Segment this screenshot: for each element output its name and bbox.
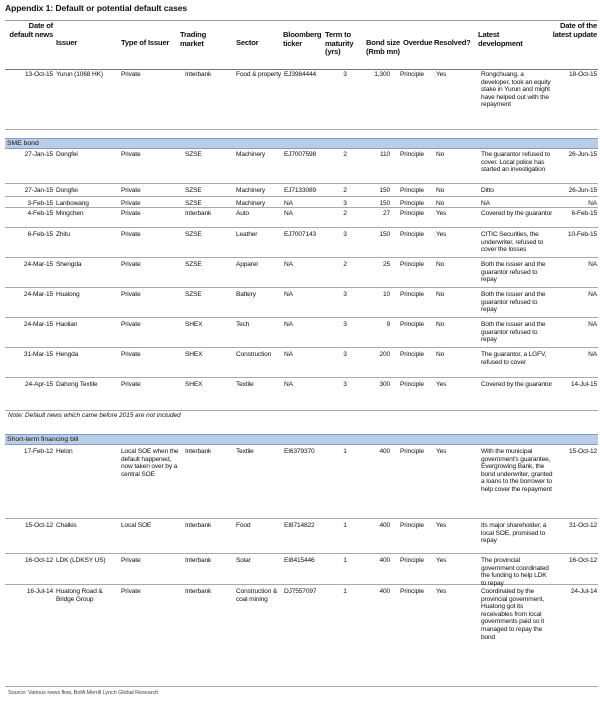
cell-resolved: Yes xyxy=(436,71,447,78)
header-issuer: Issuer xyxy=(56,38,78,47)
cell-update: 15-Oct-12 xyxy=(569,448,597,455)
cell-term: 3 xyxy=(343,291,347,298)
cell-overdue: Principle xyxy=(400,261,424,268)
cell-type: Local SOE when the default happened, now taken over by a central SOE xyxy=(121,448,179,478)
cell-term: 1 xyxy=(343,448,347,455)
cell-overdue: Principle xyxy=(400,187,424,194)
cell-term: 3 xyxy=(343,321,347,328)
cell-sector: Battery xyxy=(236,291,256,298)
cell-update: NA xyxy=(588,291,597,298)
cell-sector: Machinery xyxy=(236,200,266,207)
cell-issuer: Zhitu xyxy=(56,231,70,238)
cell-update: 16-Oct-12 xyxy=(569,557,597,564)
cell-market: Interbank xyxy=(185,210,212,217)
table-row xyxy=(5,379,598,411)
cell-ticker: DJ7557097 xyxy=(284,588,317,595)
cell-term: 1 xyxy=(343,588,347,595)
cell-overdue: Principle xyxy=(400,522,424,529)
cell-type: Private xyxy=(121,381,141,388)
header-overdue: Overdue xyxy=(403,38,433,47)
cell-resolved: No xyxy=(436,151,445,158)
cell-sector: Tech xyxy=(236,321,250,328)
cell-market: SZSE xyxy=(185,151,202,158)
cell-term: 1 xyxy=(343,522,347,529)
cell-term: 2 xyxy=(343,261,347,268)
cell-issuer: Dahong Textile xyxy=(56,381,98,388)
cell-issuer: Lanbowang xyxy=(56,200,89,207)
header-bloomberg: Bloomberg ticker xyxy=(283,30,322,48)
table-row xyxy=(5,69,598,130)
cell-term: 2 xyxy=(343,187,347,194)
cell-market: SHEX xyxy=(185,381,203,388)
cell-ticker: NA xyxy=(284,261,293,268)
cell-type: Local SOE xyxy=(121,522,152,529)
appendix-title: Appendix 1: Default or potential default cases xyxy=(5,3,188,13)
cell-overdue: Principle xyxy=(400,71,424,78)
cell-date: 27-Jan-15 xyxy=(24,151,53,158)
cell-development: NA xyxy=(481,200,490,207)
cell-date: 16-Jul-14 xyxy=(26,588,53,595)
cell-resolved: Yes xyxy=(436,588,447,595)
header-market: Trading market xyxy=(180,30,207,48)
cell-size: 150 xyxy=(379,200,390,207)
header-term: Term to maturity (yrs) xyxy=(325,30,354,57)
cell-sector: Apparel xyxy=(236,261,258,268)
cell-development: Both the issuer and the guarantor refused to repay xyxy=(481,291,546,314)
cell-term: 3 xyxy=(343,381,347,388)
cell-size: 150 xyxy=(379,231,390,238)
cell-market: SHEX xyxy=(185,321,203,328)
cell-term: 3 xyxy=(343,231,347,238)
table-row xyxy=(5,319,598,348)
cell-sector: Textile xyxy=(236,381,254,388)
table-row xyxy=(5,446,598,519)
cell-overdue: Principle xyxy=(400,588,424,595)
cell-type: Private xyxy=(121,200,141,207)
cell-type: Private xyxy=(121,588,141,595)
header-size: Bond size (Rmb mn) xyxy=(366,38,401,56)
cell-resolved: Yes xyxy=(436,522,447,529)
cell-term: 1 xyxy=(343,557,347,564)
cell-date: 3-Feb-15 xyxy=(27,200,53,207)
cell-resolved: Yes xyxy=(436,231,447,238)
cell-ticker: EI8714822 xyxy=(284,522,315,529)
cell-update: 18-Oct-15 xyxy=(569,71,597,78)
table-row xyxy=(5,349,598,378)
cell-resolved: Yes xyxy=(436,557,447,564)
cell-development: The provincial government coordinated the funding to help LDK to repay xyxy=(481,557,549,587)
cell-size: 400 xyxy=(379,588,390,595)
cell-type: Private xyxy=(121,557,141,564)
cell-date: 24-Mar-15 xyxy=(23,321,53,328)
cell-overdue: Principle xyxy=(400,210,424,217)
cell-overdue: Principle xyxy=(400,381,424,388)
cell-ticker: NA xyxy=(284,291,293,298)
cell-development: Rongchuang, a developer, took an equity stake in Yurun and might have helped out with the repayment xyxy=(481,71,551,109)
cell-type: Private xyxy=(121,261,141,268)
cell-size: 110 xyxy=(379,151,390,158)
cell-development: Its major shareholder, a local SOE, promised to repay xyxy=(481,522,547,545)
cell-market: Interbank xyxy=(185,588,212,595)
cell-overdue: Principle xyxy=(400,291,424,298)
cell-issuer: Helon xyxy=(56,448,73,455)
cell-sector: Leather xyxy=(236,231,258,238)
cell-type: Private xyxy=(121,291,141,298)
cell-type: Private xyxy=(121,351,141,358)
cell-term: 3 xyxy=(343,200,347,207)
cell-overdue: Principle xyxy=(400,151,424,158)
cell-type: Private xyxy=(121,321,141,328)
cell-ticker: EI6379370 xyxy=(284,448,315,455)
header-resolved: Resolved? xyxy=(434,38,471,47)
cell-overdue: Principle xyxy=(400,557,424,564)
table-row xyxy=(5,198,598,208)
cell-issuer: LDK (LDKSY US) xyxy=(56,557,106,564)
table-row xyxy=(5,185,598,197)
cell-resolved: No xyxy=(436,200,445,207)
cell-term: 3 xyxy=(343,351,347,358)
cell-issuer: Mingchen xyxy=(56,210,84,217)
cell-market: SZSE xyxy=(185,231,202,238)
cell-sector: Machinery xyxy=(236,151,266,158)
cell-date: 4-Feb-15 xyxy=(27,210,53,217)
cell-issuer: Hualong xyxy=(56,291,80,298)
table-row xyxy=(5,149,598,184)
cell-overdue: Principle xyxy=(400,448,424,455)
cell-size: 400 xyxy=(379,448,390,455)
cell-update: 6-Feb-15 xyxy=(571,210,597,217)
cell-development: With the municipal government's guarantee, Evergrowing Bank, the bond underwriter, granted a loans to the borrower to help cover the repayment xyxy=(481,448,553,493)
section-sme-bond: SME bond xyxy=(5,138,598,149)
cell-size: 400 xyxy=(379,522,390,529)
cell-size: 25 xyxy=(382,261,390,268)
table-row xyxy=(5,259,598,288)
cell-type: Private xyxy=(121,210,141,217)
cell-date: 16-Oct-12 xyxy=(25,557,53,564)
cell-size: 200 xyxy=(379,351,390,358)
cell-sector: Construction & coal mining xyxy=(236,588,278,603)
cell-update: NA xyxy=(588,351,597,358)
cell-issuer: Huatong Road & Bridge Group xyxy=(56,588,103,603)
cell-resolved: No xyxy=(436,351,445,358)
cell-resolved: Yes xyxy=(436,210,447,217)
cell-ticker: NA xyxy=(284,351,293,358)
cell-ticker: NA xyxy=(284,210,293,217)
cell-development: Covered by the guarantor xyxy=(481,381,553,388)
header-update: Date of the latest update xyxy=(552,21,597,39)
cell-ticker: EJ3984444 xyxy=(284,71,317,78)
cell-issuer: Haolian xyxy=(56,321,78,328)
cell-issuer: Hengda xyxy=(56,351,79,358)
cell-ticker: EJ7133089 xyxy=(284,187,317,194)
cell-resolved: No xyxy=(436,261,445,268)
table-row xyxy=(5,586,598,687)
cell-term: 2 xyxy=(343,210,347,217)
cell-sector: Solar xyxy=(236,557,251,564)
cell-sector: Textile xyxy=(236,448,254,455)
table-row xyxy=(5,520,598,554)
cell-date: 13-Oct-15 xyxy=(25,71,53,78)
cell-type: Private xyxy=(121,187,141,194)
cell-sector: Machinery xyxy=(236,187,266,194)
cell-development: Covered by the guarantor xyxy=(481,210,553,217)
cell-date: 24-Mar-15 xyxy=(23,291,53,298)
cell-issuer: Dongfei xyxy=(56,151,78,158)
header-type: Type of Issuer xyxy=(121,38,170,47)
cell-issuer: Chalkis xyxy=(56,522,77,529)
cell-date: 31-Mar-15 xyxy=(23,351,53,358)
cell-ticker: EI8415446 xyxy=(284,557,315,564)
cell-development: Both the issuer and the guarantor refused to repay xyxy=(481,321,546,344)
cell-sector: Auto xyxy=(236,210,249,217)
cell-update: 24-Jul-14 xyxy=(570,588,597,595)
cell-update: NA xyxy=(588,261,597,268)
cell-development: The guarantor, a LGFV, refused to cover xyxy=(481,351,547,366)
cell-update: 10-Feb-15 xyxy=(567,231,597,238)
cell-term: 2 xyxy=(343,151,347,158)
cell-date: 6-Feb-15 xyxy=(27,231,53,238)
cell-ticker: EJ7007598 xyxy=(284,151,317,158)
cell-ticker: NA xyxy=(284,200,293,207)
cell-market: SZSE xyxy=(185,187,202,194)
table-row xyxy=(5,208,598,228)
cell-overdue: Principle xyxy=(400,321,424,328)
cell-ticker: EJ7007143 xyxy=(284,231,317,238)
table-row xyxy=(5,555,598,585)
cell-overdue: Principle xyxy=(400,200,424,207)
cell-update: 14-Jul-15 xyxy=(570,381,597,388)
header-sector: Sector xyxy=(236,38,259,47)
cell-size: 9 xyxy=(386,321,390,328)
header-date: Date of default news xyxy=(9,21,53,39)
cell-issuer: Yurun (1068 HK) xyxy=(56,71,103,78)
cell-market: SZSE xyxy=(185,291,202,298)
cell-ticker: NA xyxy=(284,381,293,388)
cell-market: SHEX xyxy=(185,351,203,358)
cell-update: 26-Jun-15 xyxy=(568,151,597,158)
cell-market: SZSE xyxy=(185,261,202,268)
cell-market: Interbank xyxy=(185,71,212,78)
cell-size: 300 xyxy=(379,381,390,388)
cell-overdue: Principle xyxy=(400,351,424,358)
cell-update: 26-Jun-15 xyxy=(568,187,597,194)
cell-overdue: Principle xyxy=(400,231,424,238)
table-row xyxy=(5,229,598,258)
source-note: Source: Various news flow, BofA Merrill Lynch Global Research xyxy=(8,690,159,696)
cell-sector: Food xyxy=(236,522,251,529)
cell-development: The guarantor refused to cover. Local police has started an investigation xyxy=(481,151,550,174)
section-short-term-financing-bill: Short-term financing bill xyxy=(5,434,598,445)
cell-size: 10 xyxy=(382,291,390,298)
cell-market: Interbank xyxy=(185,448,212,455)
cell-market: Interbank xyxy=(185,557,212,564)
table-note: Note: Default news which came before 2015 are not included xyxy=(8,412,181,419)
cell-resolved: No xyxy=(436,291,445,298)
cell-development: Both the issuer and the guarantor refused to repay xyxy=(481,261,546,284)
cell-update: 31-Oct-12 xyxy=(569,522,597,529)
table-header xyxy=(5,20,598,70)
cell-date: 24-Apr-15 xyxy=(25,381,53,388)
cell-resolved: Yes xyxy=(436,381,447,388)
cell-date: 15-Oct-12 xyxy=(25,522,53,529)
cell-development: Coordinated by the provincial government, Huatong got its receivables from local governments paid so it managed to repay the bond xyxy=(481,588,545,641)
header-development: Latest development xyxy=(478,30,523,48)
cell-market: SZSE xyxy=(185,200,202,207)
cell-size: 150 xyxy=(379,187,390,194)
cell-type: Private xyxy=(121,231,141,238)
cell-issuer: Shengda xyxy=(56,261,82,268)
cell-development: Ditto xyxy=(481,187,494,194)
cell-type: Private xyxy=(121,151,141,158)
cell-update: NA xyxy=(588,200,597,207)
cell-date: 17-Feb-12 xyxy=(23,448,53,455)
cell-term: 3 xyxy=(343,71,347,78)
cell-type: Private xyxy=(121,71,141,78)
cell-market: Interbank xyxy=(185,522,212,529)
cell-size: 27 xyxy=(382,210,390,217)
cell-resolved: Yes xyxy=(436,448,447,455)
cell-sector: Construction xyxy=(236,351,272,358)
cell-sector: Food & property xyxy=(236,71,282,78)
cell-date: 27-Jan-15 xyxy=(24,187,53,194)
cell-resolved: No xyxy=(436,187,445,194)
cell-date: 24-Mar-15 xyxy=(23,261,53,268)
cell-development: CITIC Securities, the underwriter, refused to cover the losses xyxy=(481,231,544,254)
table-row xyxy=(5,289,598,318)
cell-update: NA xyxy=(588,321,597,328)
cell-size: 400 xyxy=(379,557,390,564)
cell-resolved: No xyxy=(436,321,445,328)
cell-ticker: NA xyxy=(284,321,293,328)
cell-issuer: Dongfei xyxy=(56,187,78,194)
cell-size: 1,300 xyxy=(374,71,390,78)
